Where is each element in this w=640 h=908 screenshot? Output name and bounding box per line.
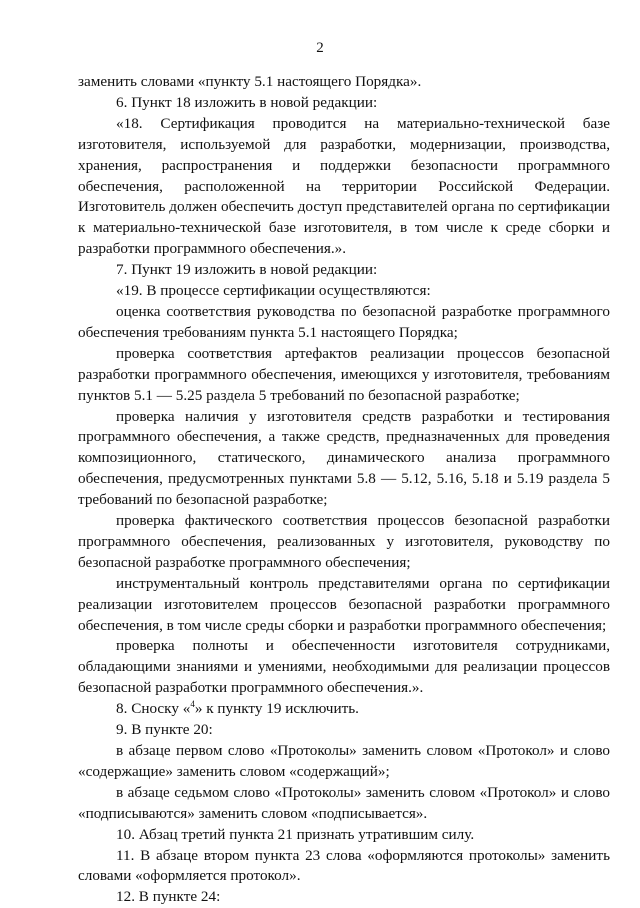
paragraph: «19. В процессе сертификации осуществляются: [116, 282, 431, 300]
paragraph: инструментальный контроль представителями органа по сертификации реализации изготовителем процессов безопасной разработки программного обеспечения, в том числе среды сборки и разработки программного обеспечения; [78, 574, 610, 634]
paragraph: в абзаце седьмом слово «Протоколы» заменить словом «Протокол» и слово «подписываются» заменить словом «подписывается». [78, 783, 610, 822]
paragraph: проверка полноты и обеспеченности изготовителя сотрудниками, обладающими знаниями и умениями, необходимыми для реализации процессов безопасной разработки программного обеспечения.». [78, 637, 610, 697]
paragraph: заменить словами «пункту 5.1 настоящего Порядка». [78, 73, 422, 90]
paragraph: 9. В пункте 20: [116, 721, 213, 739]
paragraph: оценка соответствия руководства по безопасной разработке программного обеспечения требованиям пункта 5.1 настоящего Порядка; [78, 302, 610, 341]
paragraph: 6. Пункт 18 изложить в новой редакции: [116, 93, 378, 111]
paragraph [78, 699, 610, 720]
paragraph: в абзаце первом слово «Протоколы» заменить словом «Протокол» и слово «содержащие» заменить словом «содержащий»; [78, 742, 610, 780]
paragraph: 12. В пункте 24: [116, 888, 221, 906]
paragraph: 10. Абзац третий пункта 21 признать утратившим силу. [116, 825, 475, 843]
paragraph-text: 8. Сноску « [116, 700, 191, 718]
paragraph: проверка наличия у изготовителя средств разработки и тестирования программного обеспечения, а также средств, предназначенных для проведения композиционного, статического, динамического анализа программного обеспечения, предусмотренных пунктами 5.8 — 5.12, 5.16, 5.18 и 5.19 раздела 5 требований по безопасной разработке; [78, 407, 610, 509]
paragraph: 11. В абзаце втором пункта 23 слова «оформляются протоколы» заменить словами «оформляется протокол». [78, 846, 610, 885]
document-body [78, 72, 610, 908]
paragraph: проверка фактического соответствия процессов безопасной разработки программного обеспечения, реализованных у изготовителя, руководству по безопасной разработке программного обеспечения; [78, 512, 610, 571]
paragraph: 7. Пункт 19 изложить в новой редакции: [116, 261, 378, 279]
page-number: 2 [316, 40, 324, 56]
paragraph: проверка соответствия артефактов реализации процессов безопасной разработки программного обеспечения, имеющихся у изготовителя, требованиям пунктов 5.1 — 5.25 раздела 5 требований по безопасной разработке; [78, 344, 610, 404]
footnote-mark: 4 [190, 699, 195, 710]
paragraph: «18. Сертификация проводится на материально-технической базе изготовителя, используемой для разработки, модернизации, производства, хранения, распространения и поддержки безопасности программного обеспечения, расположенной на территории Российской Федерации. Изготовитель должен обеспечить доступ представителей органа по сертификации к материально-технической базе изготовителя, в том числе к среде сборки и разработки программного обеспечения.». [78, 114, 610, 258]
paragraph-text-tail: » к пункту 19 исключить. [194, 700, 359, 718]
